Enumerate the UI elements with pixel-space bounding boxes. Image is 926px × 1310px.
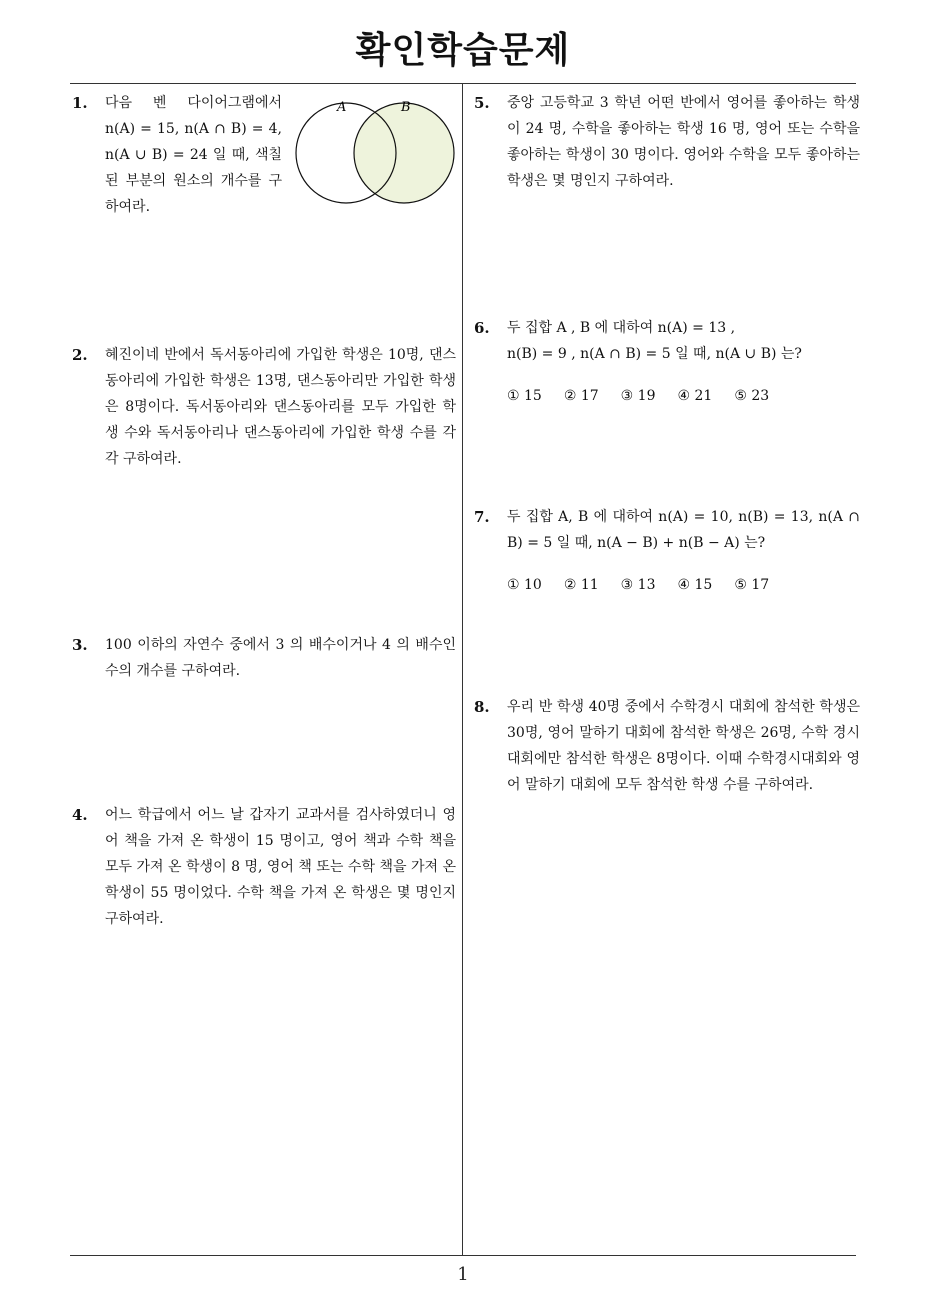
choice-2: ② 11 <box>563 577 599 593</box>
column-divider <box>462 83 463 1255</box>
problem-number: 8. <box>474 698 490 716</box>
problem-6 <box>474 315 860 409</box>
venn-circle-b-shaded <box>354 103 454 203</box>
problem-8 <box>474 694 860 798</box>
bottom-rule <box>70 1255 856 1256</box>
problem-number: 6. <box>474 319 490 337</box>
choice-5: ⑤ 17 <box>734 577 770 593</box>
choice-3: ③ 13 <box>620 577 656 593</box>
choice-2: ② 17 <box>563 388 599 404</box>
page-number: 1 <box>457 1264 469 1285</box>
problem-text: 두 집합 A, B 에 대하여 n(A) = 10, n(B) = 13, n(A ∩ B) = 5 일 때, n(A − B) + n(B − A) 는? <box>507 509 860 551</box>
choice-1: ① 10 <box>507 577 542 593</box>
choice-list <box>507 572 860 598</box>
choice-5: ⑤ 23 <box>734 388 770 404</box>
venn-label-b: B <box>401 100 411 115</box>
problem-number: 2. <box>72 346 88 364</box>
problem-number: 1. <box>72 94 88 112</box>
top-rule <box>70 83 856 84</box>
problem-text: 다음 벤 다이어그램에서 n(A) = 15, n(A ∩ B) = 4, n(A ∪ B) = 24 일 때, 색칠된 부분의 원소의 개수를 구하여라. <box>105 95 282 215</box>
problem-text: 100 이하의 자연수 중에서 3 의 배수이거나 4 의 배수인 수의 개수를 구하여라. <box>105 637 456 679</box>
problem-number: 7. <box>474 508 490 526</box>
problem-5 <box>474 90 860 194</box>
problem-text-line-2: n(B) = 9 , n(A ∩ B) = 5 일 때, n(A ∪ B) 는? <box>507 346 802 362</box>
problem-text: 어느 학급에서 어느 날 갑자기 교과서를 검사하였더니 영어 책을 가져 온 학생이 15 명이고, 영어 책과 수학 책을 모두 가져 온 학생이 8 명, 영어 책 또는 수학 책을 가져 온 학생이 55 명이었다. 수학 책을 가져 온 학생은 몇 명인지 구하여라. <box>105 807 456 927</box>
problem-text: 중앙 고등학교 3 학년 어떤 반에서 영어를 좋아하는 학생이 24 명, 수학을 좋아하는 학생 16 명, 영어 또는 수학을 좋아하는 학생이 30 명이다. 영어와 수학을 모두 좋아하는 학생은 몇 명인지 구하여라. <box>507 95 860 189</box>
problem-7 <box>474 504 860 598</box>
problem-1 <box>72 90 282 220</box>
problem-number: 3. <box>72 636 88 654</box>
page-title: 확인학습문제 <box>355 30 571 71</box>
venn-diagram <box>290 96 460 208</box>
choice-4: ④ 21 <box>677 388 713 404</box>
problem-text-line-1: 두 집합 A , B 에 대하여 n(A) = 13 , <box>507 320 736 336</box>
problem-2 <box>72 342 456 472</box>
problem-text: 우리 반 학생 40명 중에서 수학경시 대회에 참석한 학생은 30명, 영어 말하기 대회에 참석한 학생은 26명, 수학 경시대회에만 참석한 학생은 8명이다. 이때 수학경시대회와 영어 말하기 대회에 모두 참석한 학생 수를 구하여라. <box>507 699 860 793</box>
problem-3 <box>72 632 456 684</box>
choice-4: ④ 15 <box>677 577 713 593</box>
choice-list <box>507 383 860 409</box>
problem-number: 4. <box>72 806 88 824</box>
choice-1: ① 15 <box>507 388 542 404</box>
problem-text: 혜진이네 반에서 독서동아리에 가입한 학생은 10명, 댄스동아리에 가입한 학생은 13명, 댄스동아리만 가입한 학생은 8명이다. 독서동아리와 댄스동아리를 모두 가입한 학생 수와 독서동아리나 댄스동아리에 가입한 학생 수를 각각 구하여라. <box>105 347 456 467</box>
choice-3: ③ 19 <box>620 388 656 404</box>
problem-4 <box>72 802 456 932</box>
problem-number: 5. <box>474 94 490 112</box>
venn-label-a: A <box>337 100 347 115</box>
